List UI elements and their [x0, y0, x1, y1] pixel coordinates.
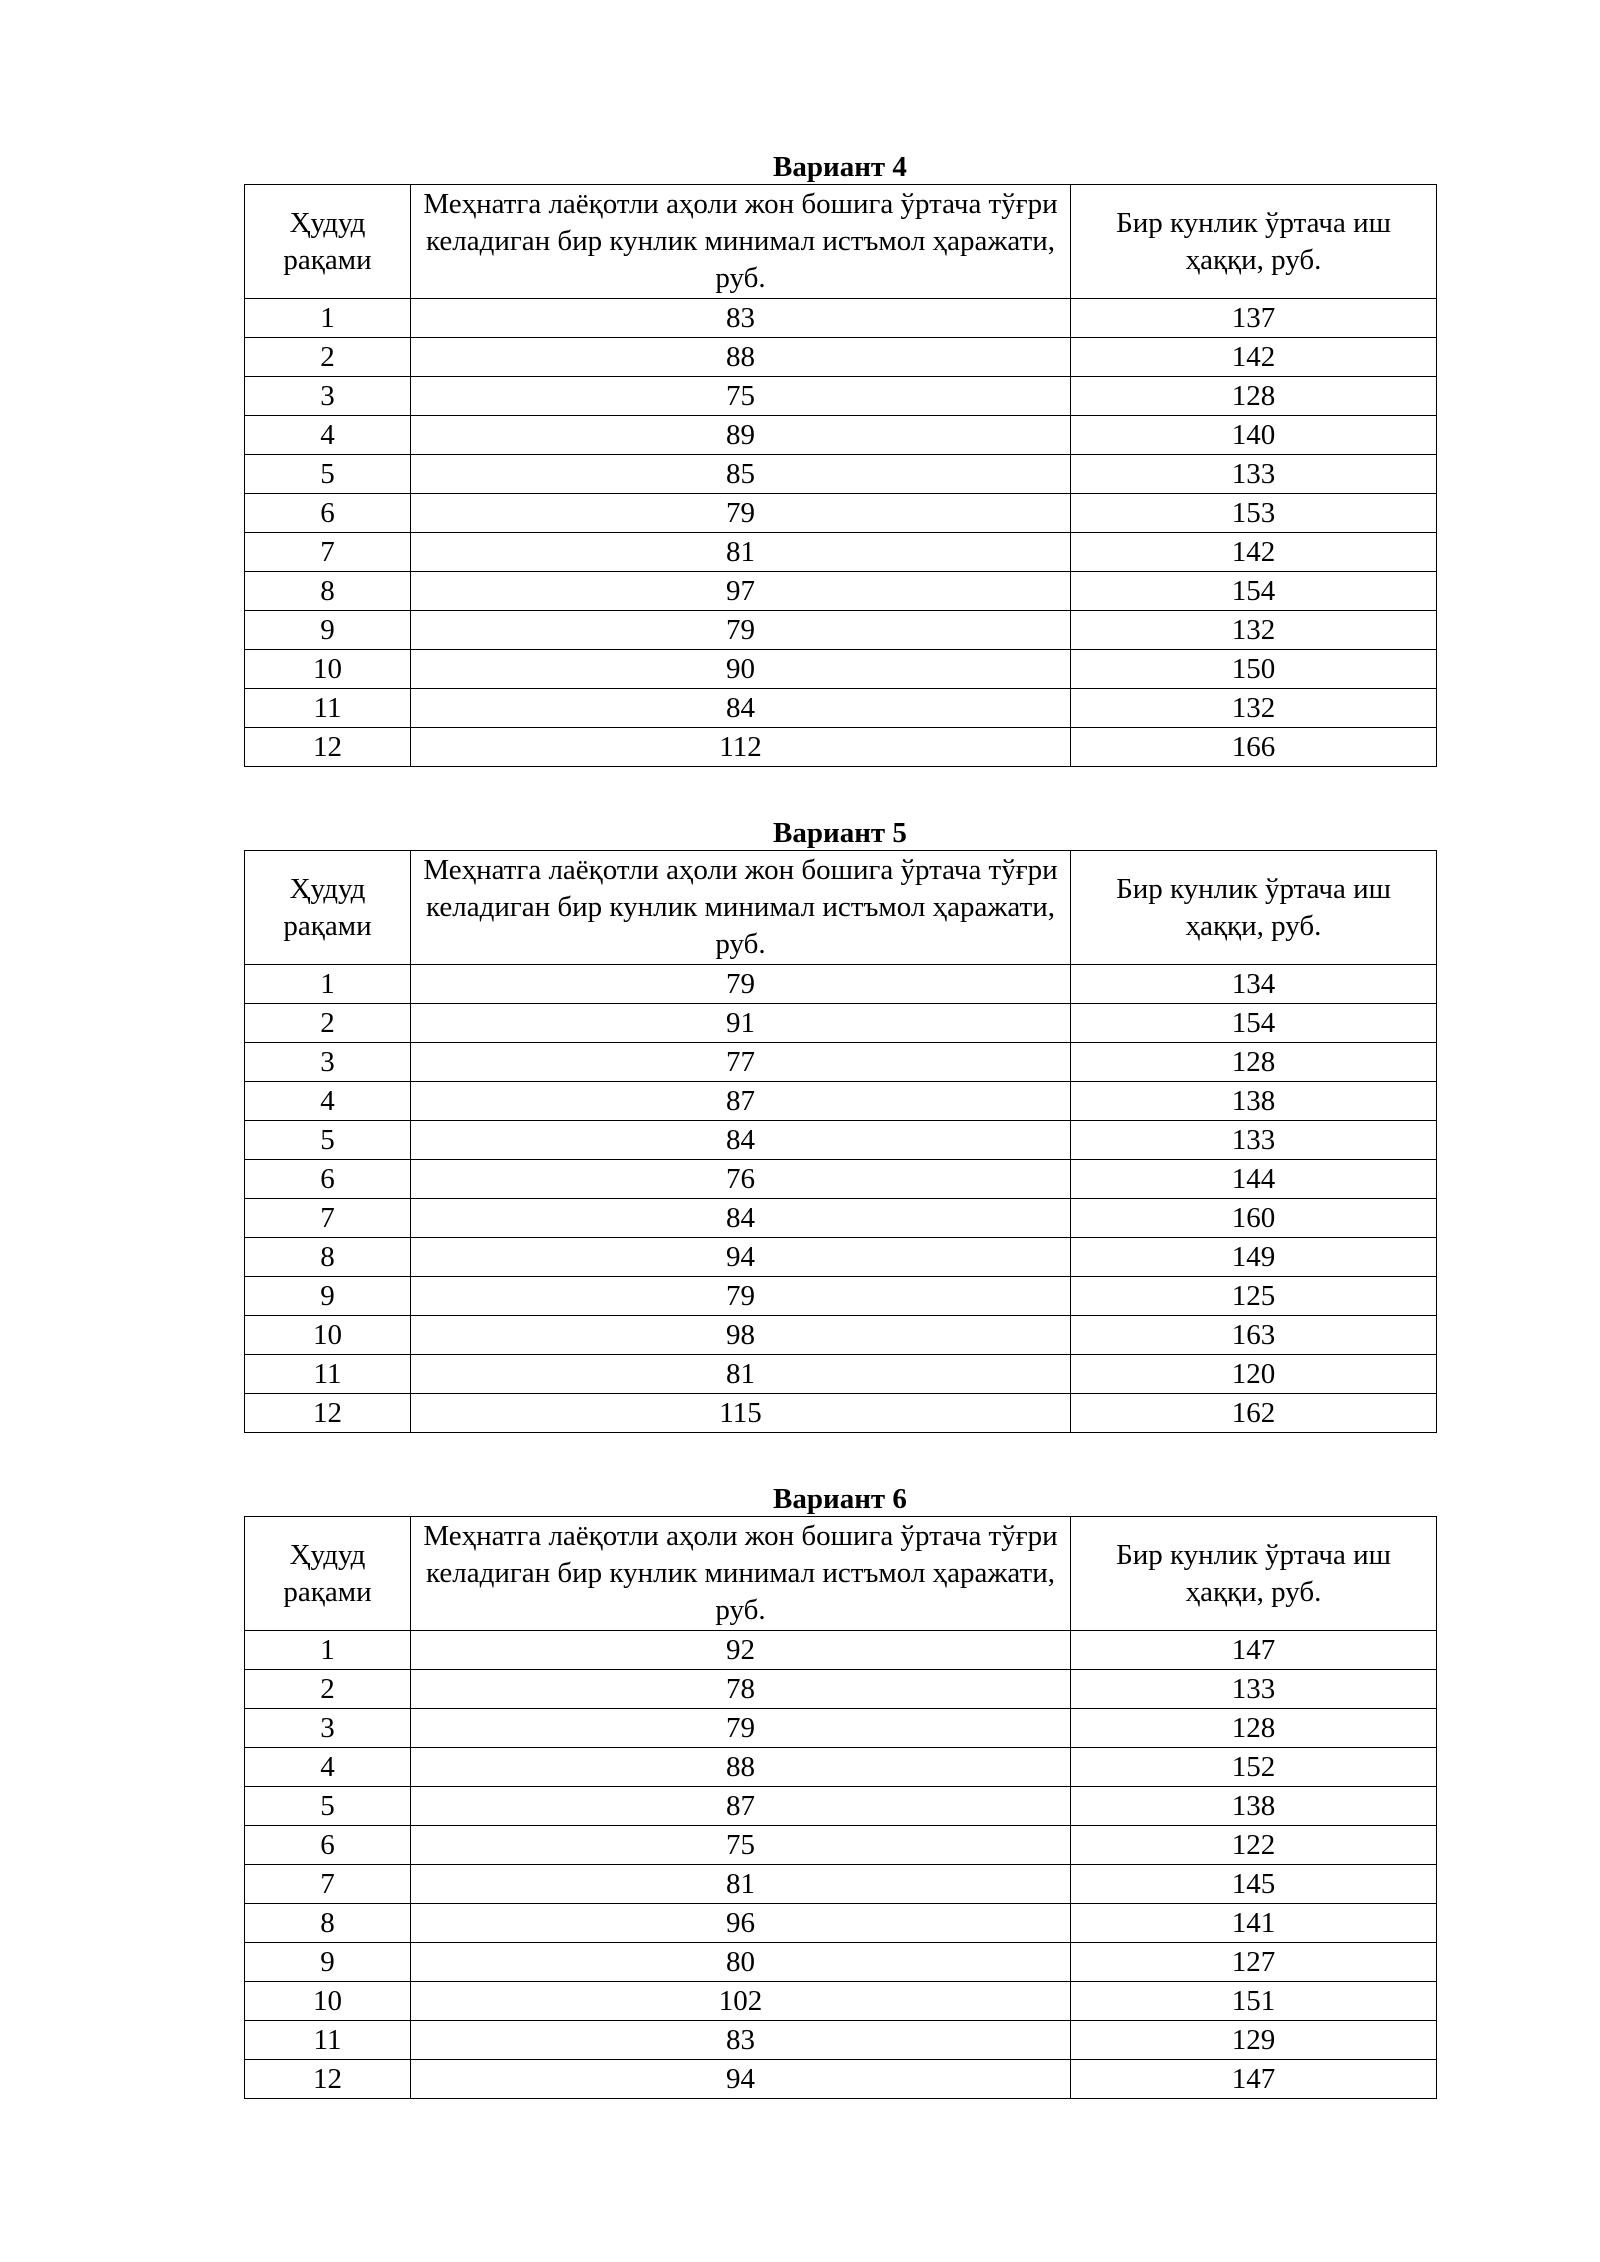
- table-row: [245, 1355, 1437, 1394]
- table-header-row: [245, 185, 1437, 299]
- region-number-cell: 11: [245, 2021, 411, 2060]
- table-row: [245, 455, 1437, 494]
- table-row: [245, 1043, 1437, 1082]
- min-consumption-cell: 78: [411, 1670, 1071, 1709]
- min-consumption-cell: 96: [411, 1904, 1071, 1943]
- min-consumption-cell: 81: [411, 1865, 1071, 1904]
- avg-wage-cell: 154: [1071, 1004, 1437, 1043]
- table-row: [245, 494, 1437, 533]
- region-number-cell: 2: [245, 338, 411, 377]
- avg-wage-cell: 138: [1071, 1082, 1437, 1121]
- region-number-cell: 4: [245, 1082, 411, 1121]
- region-number-cell: 12: [245, 728, 411, 767]
- variant-table: [244, 184, 1437, 767]
- min-consumption-cell: 81: [411, 1355, 1071, 1394]
- avg-wage-cell: 162: [1071, 1394, 1437, 1433]
- avg-wage-cell: 142: [1071, 338, 1437, 377]
- avg-wage-header: Бир кунлик ўртача иш ҳаққи, руб.: [1071, 185, 1437, 299]
- min-consumption-cell: 97: [411, 572, 1071, 611]
- avg-wage-cell: 152: [1071, 1748, 1437, 1787]
- region-number-cell: 9: [245, 611, 411, 650]
- variant-title: Вариант 6: [773, 1483, 907, 1515]
- table-row: [245, 1160, 1437, 1199]
- min-consumption-header: Меҳнатга лаёқотли аҳоли жон бошига ўртача тўғри келадиган бир кунлик минимал истъмол ҳаражати, руб.: [411, 851, 1071, 965]
- variant-table: [244, 1516, 1437, 2099]
- avg-wage-cell: 129: [1071, 2021, 1437, 2060]
- region-number-cell: 12: [245, 2060, 411, 2099]
- avg-wage-cell: 166: [1071, 728, 1437, 767]
- region-number-cell: 2: [245, 1670, 411, 1709]
- table-row: [245, 1826, 1437, 1865]
- avg-wage-cell: 137: [1071, 299, 1437, 338]
- min-consumption-cell: 115: [411, 1394, 1071, 1433]
- min-consumption-cell: 90: [411, 650, 1071, 689]
- table-row: [245, 1787, 1437, 1826]
- region-number-cell: 3: [245, 1043, 411, 1082]
- min-consumption-cell: 84: [411, 1199, 1071, 1238]
- avg-wage-cell: 147: [1071, 2060, 1437, 2099]
- table-row: [245, 1082, 1437, 1121]
- min-consumption-cell: 79: [411, 611, 1071, 650]
- table-row: [245, 1199, 1437, 1238]
- min-consumption-cell: 80: [411, 1943, 1071, 1982]
- avg-wage-cell: 125: [1071, 1277, 1437, 1316]
- region-number-cell: 12: [245, 1394, 411, 1433]
- min-consumption-cell: 87: [411, 1082, 1071, 1121]
- min-consumption-cell: 81: [411, 533, 1071, 572]
- min-consumption-cell: 92: [411, 1631, 1071, 1670]
- min-consumption-cell: 79: [411, 965, 1071, 1004]
- min-consumption-cell: 83: [411, 299, 1071, 338]
- table-row: [245, 1004, 1437, 1043]
- region-number-cell: 1: [245, 299, 411, 338]
- avg-wage-cell: 133: [1071, 1121, 1437, 1160]
- avg-wage-cell: 122: [1071, 1826, 1437, 1865]
- table-row: [245, 650, 1437, 689]
- table-row: [245, 1631, 1437, 1670]
- region-number-header: Ҳудуд рақами: [245, 851, 411, 965]
- table-body: [245, 299, 1437, 767]
- table-row: [245, 1121, 1437, 1160]
- table-row: [245, 2060, 1437, 2099]
- region-number-cell: 2: [245, 1004, 411, 1043]
- variant-5-section: [244, 816, 1436, 1433]
- avg-wage-cell: 160: [1071, 1199, 1437, 1238]
- table-row: [245, 1709, 1437, 1748]
- avg-wage-cell: 153: [1071, 494, 1437, 533]
- table-row: [245, 533, 1437, 572]
- avg-wage-cell: 133: [1071, 455, 1437, 494]
- table-row: [245, 377, 1437, 416]
- region-number-cell: 10: [245, 650, 411, 689]
- avg-wage-cell: 120: [1071, 1355, 1437, 1394]
- region-number-cell: 6: [245, 1826, 411, 1865]
- min-consumption-cell: 75: [411, 1826, 1071, 1865]
- region-number-cell: 11: [245, 1355, 411, 1394]
- avg-wage-cell: 128: [1071, 1043, 1437, 1082]
- table-row: [245, 1670, 1437, 1709]
- region-number-cell: 8: [245, 572, 411, 611]
- table-row: [245, 1748, 1437, 1787]
- avg-wage-cell: 133: [1071, 1670, 1437, 1709]
- table-row: [245, 1316, 1437, 1355]
- region-number-cell: 1: [245, 1631, 411, 1670]
- region-number-header: Ҳудуд рақами: [245, 185, 411, 299]
- region-number-cell: 7: [245, 533, 411, 572]
- min-consumption-cell: 91: [411, 1004, 1071, 1043]
- table-header-row: [245, 1517, 1437, 1631]
- min-consumption-cell: 88: [411, 338, 1071, 377]
- region-number-cell: 10: [245, 1316, 411, 1355]
- avg-wage-header: Бир кунлик ўртача иш ҳаққи, руб.: [1071, 851, 1437, 965]
- table-row: [245, 965, 1437, 1004]
- variant-title: Вариант 4: [773, 151, 907, 183]
- table-row: [245, 1904, 1437, 1943]
- table-row: [245, 1394, 1437, 1433]
- table-row: [245, 1982, 1437, 2021]
- min-consumption-cell: 98: [411, 1316, 1071, 1355]
- region-number-cell: 6: [245, 494, 411, 533]
- variant-6-section: [244, 1482, 1436, 2099]
- avg-wage-cell: 145: [1071, 1865, 1437, 1904]
- min-consumption-header: Меҳнатга лаёқотли аҳоли жон бошига ўртача тўғри келадиган бир кунлик минимал истъмол ҳаражати, руб.: [411, 185, 1071, 299]
- min-consumption-cell: 83: [411, 2021, 1071, 2060]
- avg-wage-cell: 149: [1071, 1238, 1437, 1277]
- table-body: [245, 1631, 1437, 2099]
- table-row: [245, 728, 1437, 767]
- region-number-cell: 10: [245, 1982, 411, 2021]
- min-consumption-cell: 94: [411, 2060, 1071, 2099]
- min-consumption-cell: 112: [411, 728, 1071, 767]
- table-row: [245, 416, 1437, 455]
- min-consumption-cell: 79: [411, 1709, 1071, 1748]
- table-row: [245, 1277, 1437, 1316]
- variant-title: Вариант 5: [773, 817, 907, 849]
- avg-wage-cell: 132: [1071, 689, 1437, 728]
- avg-wage-cell: 134: [1071, 965, 1437, 1004]
- region-number-cell: 3: [245, 1709, 411, 1748]
- avg-wage-cell: 147: [1071, 1631, 1437, 1670]
- avg-wage-cell: 132: [1071, 611, 1437, 650]
- avg-wage-cell: 128: [1071, 377, 1437, 416]
- region-number-cell: 7: [245, 1199, 411, 1238]
- table-row: [245, 1865, 1437, 1904]
- min-consumption-cell: 76: [411, 1160, 1071, 1199]
- avg-wage-cell: 142: [1071, 533, 1437, 572]
- table-row: [245, 611, 1437, 650]
- avg-wage-cell: 141: [1071, 1904, 1437, 1943]
- variant-4-section: [244, 150, 1436, 767]
- region-number-cell: 5: [245, 1787, 411, 1826]
- min-consumption-cell: 89: [411, 416, 1071, 455]
- avg-wage-cell: 154: [1071, 572, 1437, 611]
- region-number-cell: 3: [245, 377, 411, 416]
- avg-wage-cell: 138: [1071, 1787, 1437, 1826]
- min-consumption-cell: 94: [411, 1238, 1071, 1277]
- region-number-cell: 11: [245, 689, 411, 728]
- min-consumption-cell: 84: [411, 1121, 1071, 1160]
- table-row: [245, 338, 1437, 377]
- min-consumption-cell: 79: [411, 1277, 1071, 1316]
- table-row: [245, 572, 1437, 611]
- table-row: [245, 2021, 1437, 2060]
- region-number-cell: 1: [245, 965, 411, 1004]
- table-row: [245, 1943, 1437, 1982]
- min-consumption-cell: 87: [411, 1787, 1071, 1826]
- region-number-cell: 9: [245, 1943, 411, 1982]
- region-number-cell: 9: [245, 1277, 411, 1316]
- region-number-cell: 5: [245, 1121, 411, 1160]
- avg-wage-cell: 163: [1071, 1316, 1437, 1355]
- min-consumption-cell: 88: [411, 1748, 1071, 1787]
- avg-wage-cell: 127: [1071, 1943, 1437, 1982]
- avg-wage-cell: 151: [1071, 1982, 1437, 2021]
- region-number-cell: 6: [245, 1160, 411, 1199]
- avg-wage-header: Бир кунлик ўртача иш ҳаққи, руб.: [1071, 1517, 1437, 1631]
- region-number-header: Ҳудуд рақами: [245, 1517, 411, 1631]
- min-consumption-cell: 75: [411, 377, 1071, 416]
- table-row: [245, 689, 1437, 728]
- region-number-cell: 7: [245, 1865, 411, 1904]
- region-number-cell: 4: [245, 1748, 411, 1787]
- region-number-cell: 5: [245, 455, 411, 494]
- min-consumption-header: Меҳнатга лаёқотли аҳоли жон бошига ўртача тўғри келадиган бир кунлик минимал истъмол ҳаражати, руб.: [411, 1517, 1071, 1631]
- region-number-cell: 4: [245, 416, 411, 455]
- table-header-row: [245, 851, 1437, 965]
- avg-wage-cell: 150: [1071, 650, 1437, 689]
- table-body: [245, 965, 1437, 1433]
- variant-table: [244, 850, 1437, 1433]
- min-consumption-cell: 77: [411, 1043, 1071, 1082]
- avg-wage-cell: 128: [1071, 1709, 1437, 1748]
- avg-wage-cell: 144: [1071, 1160, 1437, 1199]
- min-consumption-cell: 79: [411, 494, 1071, 533]
- min-consumption-cell: 84: [411, 689, 1071, 728]
- table-row: [245, 299, 1437, 338]
- table-row: [245, 1238, 1437, 1277]
- min-consumption-cell: 85: [411, 455, 1071, 494]
- region-number-cell: 8: [245, 1238, 411, 1277]
- min-consumption-cell: 102: [411, 1982, 1071, 2021]
- avg-wage-cell: 140: [1071, 416, 1437, 455]
- region-number-cell: 8: [245, 1904, 411, 1943]
